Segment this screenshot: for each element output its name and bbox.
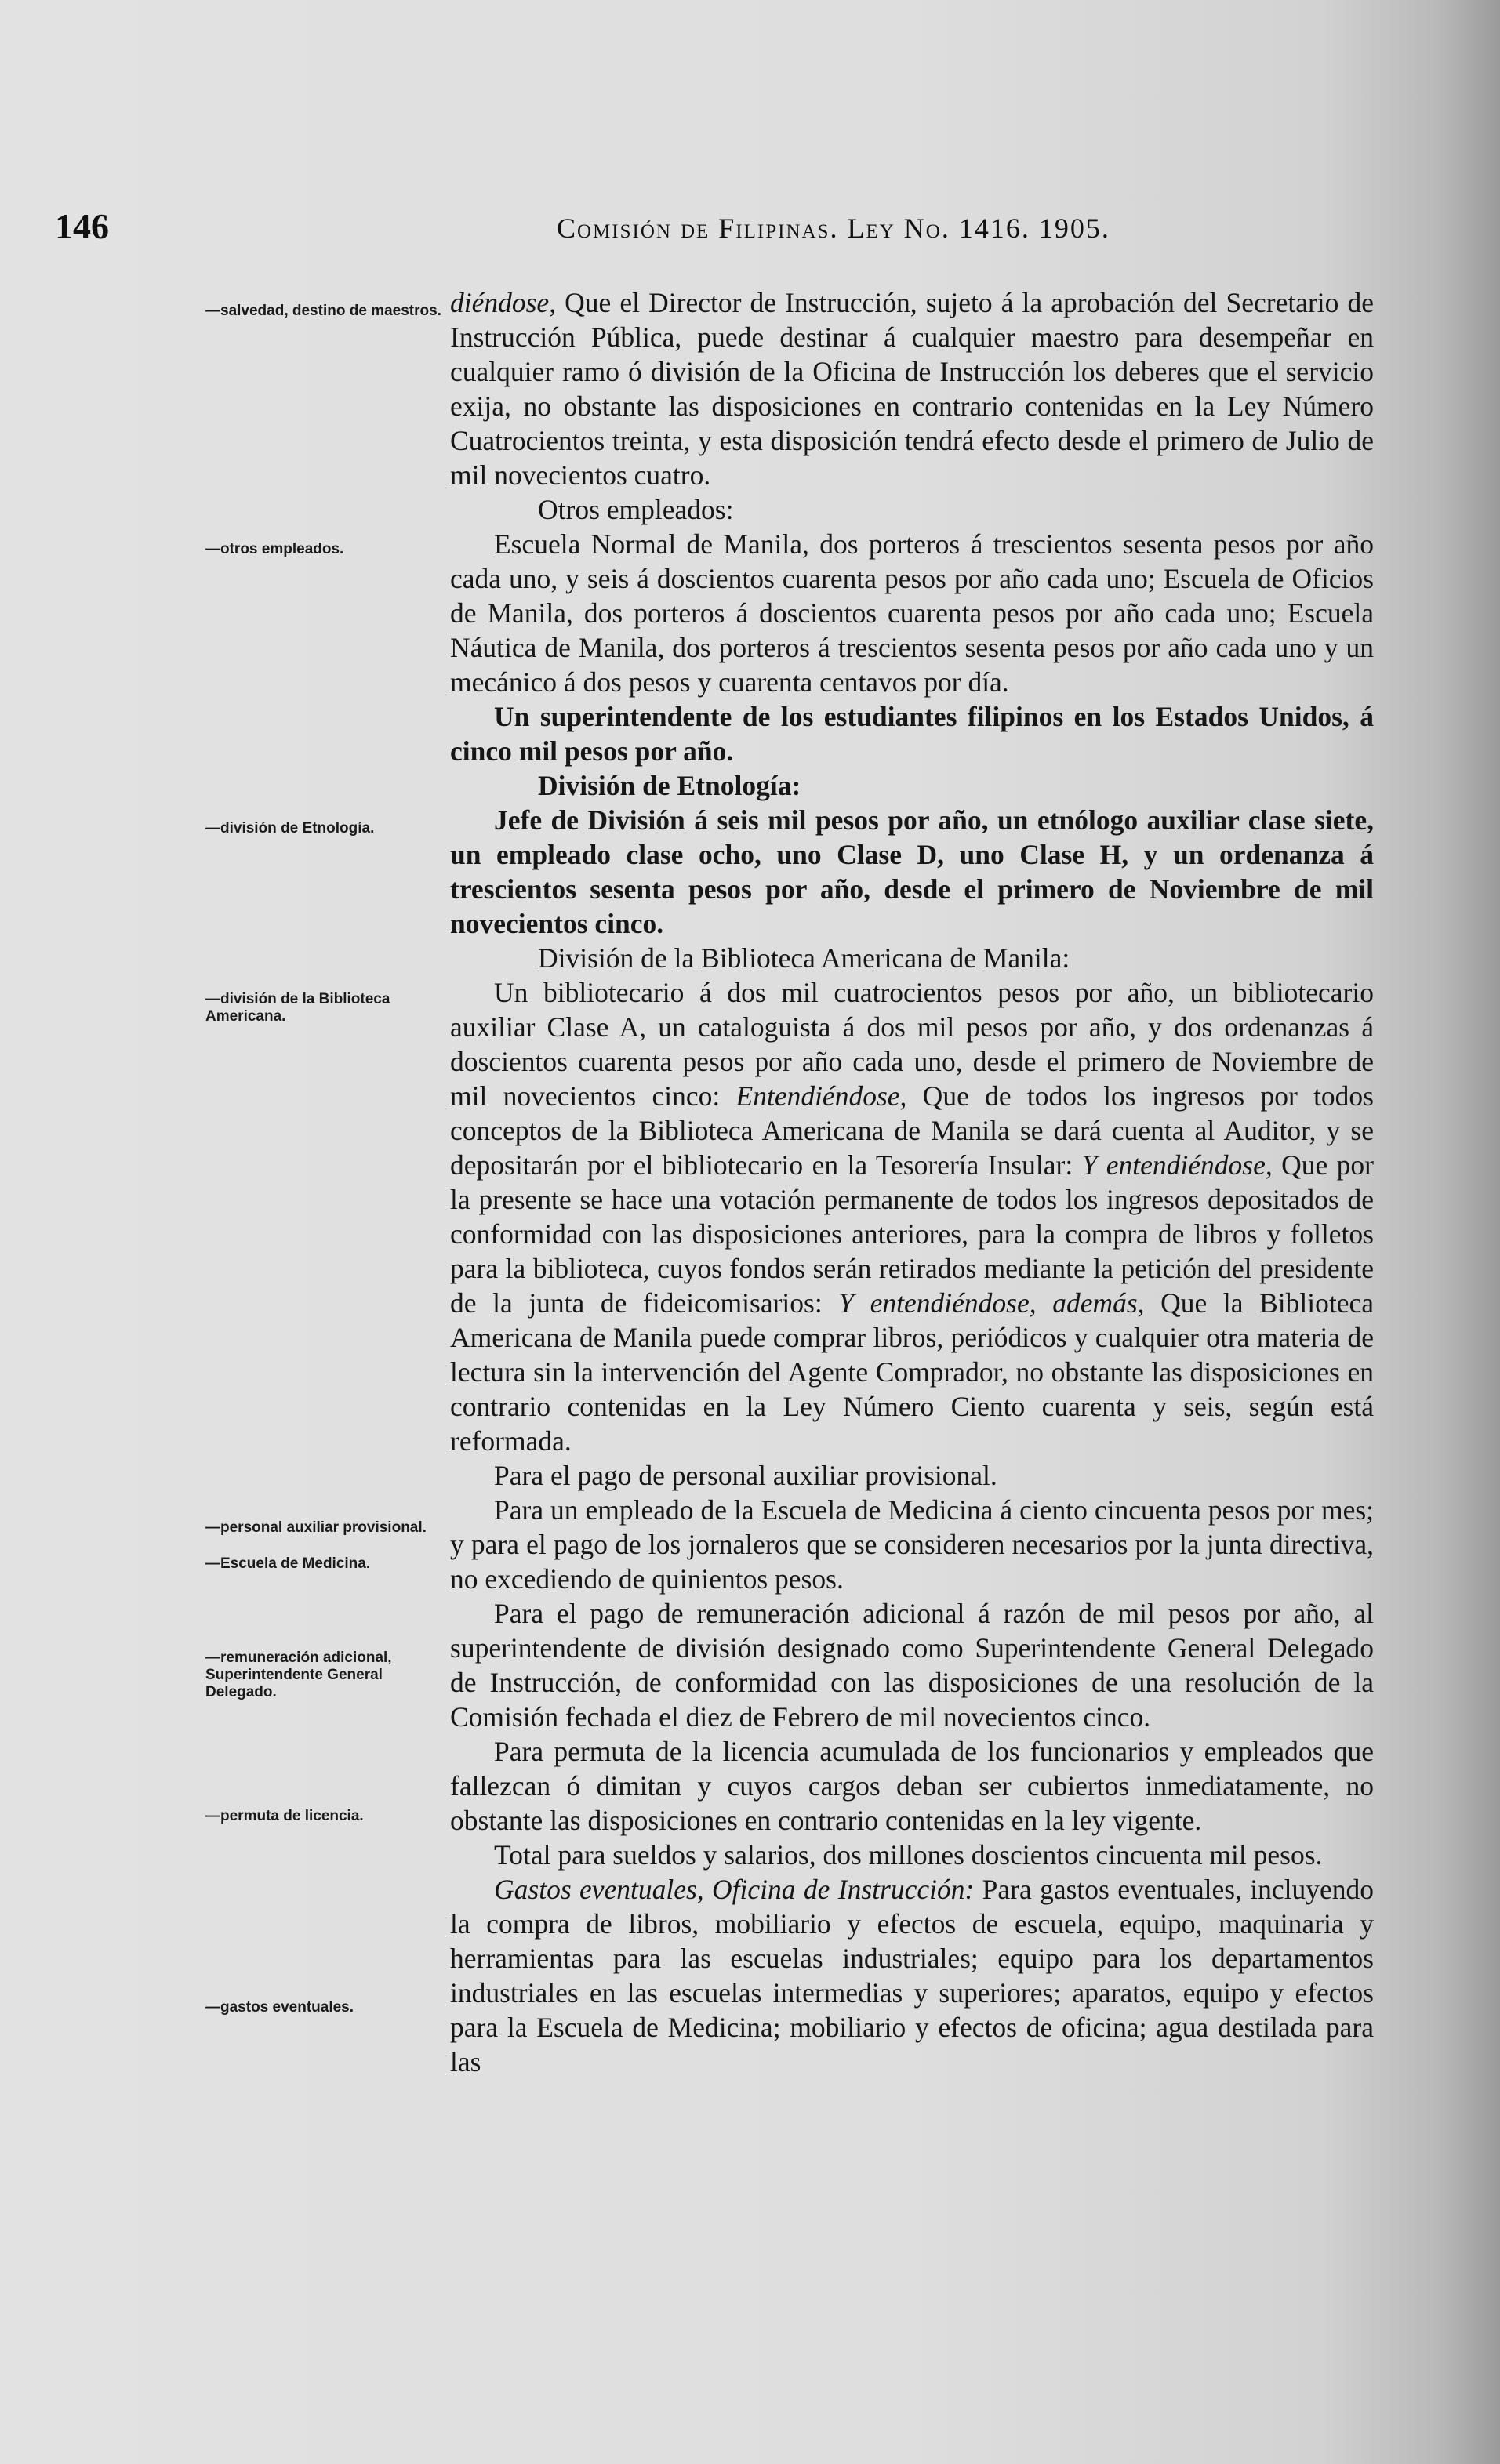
paragraph-total: Total para sueldos y salarios, dos millones doscientos cincuenta mil pesos. (494, 1839, 1323, 1871)
margin-note-personal-auxiliar: —personal auxiliar provisional. (205, 1519, 427, 1536)
margin-note-gastos-eventuales: —gastos eventuales. (205, 1999, 354, 2016)
paragraph-salvedad: diéndose, Que el Director de Instrucción, sujeto á la aprobación del Secretario de Instrucción Pública, puede destinar á cualquier maestro para desempeñar en cualquier ramo ó división de la Oficina de Instrucción los deberes que el servicio exija, no obstante las disposiciones en contrario contenidas en la Ley Número Cuatrocientos treinta, y esta disposición tendrá efecto desde el primero de Julio de mil novecientos cuatro. (450, 287, 1374, 491)
paragraph-personal-auxiliar: Para el pago de personal auxiliar provisional. (494, 1460, 997, 1491)
paragraph-superintendente: Un superintendente de los estudiantes filipinos en los Estados Unidos, á cinco mil pesos por año. (450, 701, 1374, 767)
page-number: 146 (55, 206, 109, 246)
margin-note-permuta: —permuta de licencia. (205, 1808, 364, 1824)
margin-note-etnologia: —división de Etnología. (205, 820, 375, 836)
paragraph-biblioteca: Un bibliotecario á dos mil cuatrocientos pesos por año, un bibliotecario auxiliar Clase A, un cataloguista á dos mil pesos por año, y dos ordenanzas á doscientos cuarenta pesos por año cada uno, desde el primero de Noviembre de mil novecientos cinco: Entendiéndose, Que de todos los ingresos por todos conceptos de la Biblioteca Americana de Manila se dará cuenta al Auditor, y se depositarán por el bibliotecario en la Tesorería Insular: Y entendiéndose, Que por la presente se hace una votación permanente de todos los ingresos depositados de conformidad con las disposiciones anteriores, para la compra de libros y folletos para la biblioteca, cuyos fondos serán retirados mediante la petición del presidente de la junta de fideicomisarios: Y entendiéndose, además, Que la Biblioteca Americana de Manila puede comprar libros, periódicos y cualquier otra materia de lectura sin la intervención del Agente Comprador, no obstante las disposiciones en contrario contenidas en la Ley Número Ciento cuarenta y seis, según está reformada. (450, 977, 1374, 1457)
paragraph-escuela-medicina: Para un empleado de la Escuela de Medicina á ciento cincuenta pesos por mes; y para el pago de los jornaleros que se consideren necesarios por la junta directiva, no excediendo de quinientos pesos. (450, 1494, 1374, 1595)
paragraph-permuta: Para permuta de la licencia acumulada de los funcionarios y empleados que fallezcan ó dimitan y cuyos cargos deban ser cubiertos inmediatamente, no obstante las disposiciones en contrario contenidas en la ley vigente. (450, 1736, 1374, 1836)
paragraph-otros-empleados: Escuela Normal de Manila, dos porteros á trescientos sesenta pesos por año cada uno, y seis á doscientos cuarenta pesos por año cada uno; Escuela de Oficios de Manila, dos porteros á doscientos cuarenta pesos por año cada uno; Escuela Náutica de Manila, dos porteros á trescientos sesenta pesos por año cada uno y un mecánico á dos pesos y cuarenta centavos por día. (450, 528, 1374, 698)
margin-note-salvedad: —salvedad, destino de maestros. (205, 303, 441, 319)
heading-otros-empleados: Otros empleados: (538, 494, 734, 525)
paragraph-gastos-eventuales: Gastos eventuales, Oficina de Instrucción: Para gastos eventuales, incluyendo la compra de libros, mobiliario y efectos de escuela, equipo, maquinaria y herramientas para las escuelas industriales; equipo para los departamentos industriales en las escuelas intermedias y superiores; aparatos, equipo y efectos para la Escuela de Medicina; mobiliario y efectos de oficina; agua destilada para las (450, 1874, 1374, 2078)
paragraph-remuneracion: Para el pago de remuneración adicional á razón de mil pesos por año, al superintendente de división designado como Superintendente General Delegado de Instrucción, de conformidad con las disposiciones de una resolución de la Comisión fechada el diez de Febrero de mil novecientos cinco. (450, 1598, 1374, 1733)
heading-biblioteca: División de la Biblioteca Americana de Manila: (538, 942, 1070, 974)
margin-note-biblioteca: —división de la Biblioteca Americana. (205, 991, 390, 1025)
margin-note-otros-empleados: —otros empleados. (205, 541, 344, 557)
page-header (55, 205, 1388, 252)
margin-note-remuneracion: —remuneración adicional, Superintendente General Delegado. (205, 1649, 392, 1700)
running-head: Comisión de Filipinas. Ley No. 1416. 1905. (557, 212, 1110, 244)
margin-note-escuela-medicina: —Escuela de Medicina. (205, 1555, 371, 1572)
paragraph-etnologia: Jefe de División á seis mil pesos por año, un etnólogo auxiliar clase siete, un empleado clase ocho, uno Clase D, uno Clase H, y un ordenanza á trescientos sesenta pesos por año, desde el primero de Noviembre de mil novecientos cinco. (450, 804, 1374, 939)
body-text (450, 285, 1374, 2079)
heading-etnologia: División de Etnología: (538, 770, 801, 801)
